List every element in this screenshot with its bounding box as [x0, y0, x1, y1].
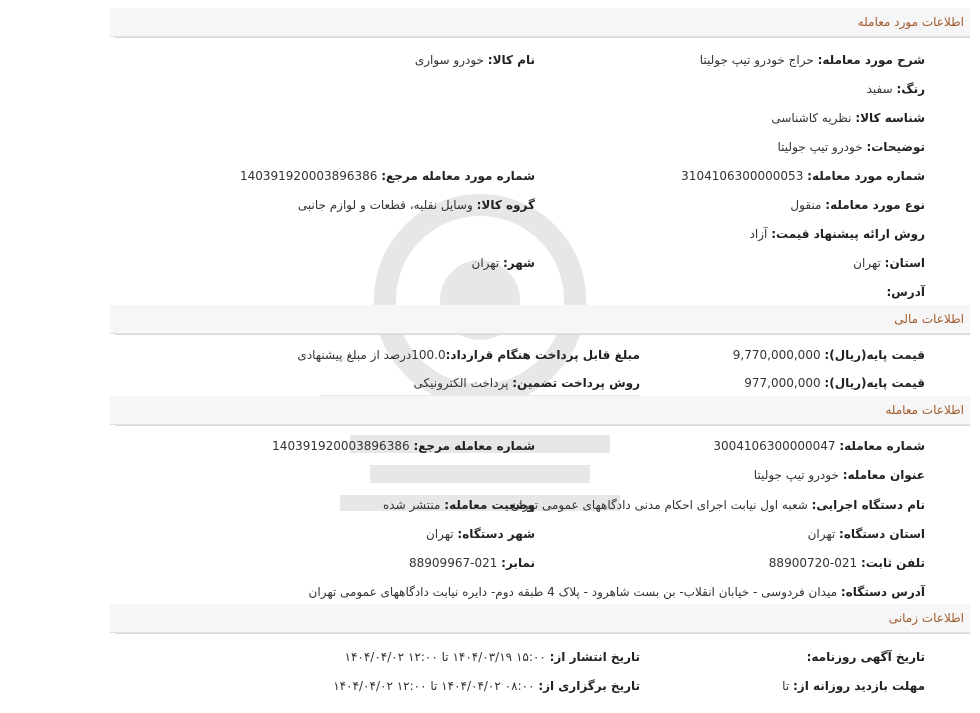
field-notes: توضیحات: خودرو تیپ جولیتا — [777, 140, 925, 154]
field-deal-title: عنوان معامله: خودرو تیپ جولیتا — [753, 468, 925, 482]
field-newspaper-date: تاریخ آگهی روزنامه: — [806, 650, 925, 664]
section-title: اطلاعات مورد معامله — [857, 15, 964, 29]
section-title: اطلاعات مالی — [894, 312, 964, 326]
field-item-no: شماره مورد معامله: 3104106300000053 — [681, 169, 925, 183]
field-visit-deadline: مهلت بازدید روزانه از: تا — [782, 679, 925, 693]
field-org-city: شهر دستگاه: تهران — [425, 527, 535, 541]
section-title: اطلاعات زمانی — [888, 611, 964, 625]
field-item-desc: شرح مورد معامله: حراج خودرو تیپ جولیتا — [699, 53, 925, 67]
field-deal-no: شماره معامله: 3004106300000047 — [713, 439, 925, 453]
section-header-time — [110, 604, 970, 633]
field-base-price-2: قیمت پایه(ریال): 977,000,000 — [744, 376, 925, 390]
field-base-price: قیمت پایه(ریال): 9,770,000,000 — [732, 348, 925, 362]
divider — [115, 633, 970, 634]
field-address: آدرس: — [886, 285, 925, 299]
divider — [115, 334, 970, 335]
field-city: شهر: تهران — [471, 256, 535, 270]
field-guarantee: روش پرداخت تضمین: پرداخت الکترونیکی — [413, 376, 640, 390]
divider — [115, 425, 970, 426]
section-header-finance — [110, 305, 970, 334]
divider — [115, 37, 970, 38]
field-goods-name: نام کالا: خودرو سواری — [414, 53, 535, 67]
field-province: استان: تهران — [853, 256, 925, 270]
section-header-item — [110, 8, 970, 37]
field-org-province: استان دستگاه: تهران — [807, 527, 925, 541]
field-payable: مبلغ قابل پرداخت هنگام قرارداد:100.0درصد از مبلغ پیشنهادی — [297, 348, 640, 362]
field-fax: نمابر: 021-88909967 — [409, 556, 535, 570]
field-goods-group: گروه کالا: وسایل نقلیه، قطعات و لوازم جانبی — [297, 198, 535, 212]
field-ref-deal-no: شماره معامله مرجع: 140391920003896386 — [272, 439, 535, 453]
field-color: رنگ: سفید — [866, 82, 925, 96]
field-phone: تلفن ثابت: 021-88900720 — [768, 556, 925, 570]
field-holding-date: تاریخ برگزاری از: ۰۸:۰۰ ۱۴۰۴/۰۴/۰۲ تا ۱۲:۰۰ ۱۴۰۴/۰۴/۰۲ — [333, 679, 640, 693]
field-goods-id: شناسه کالا: نظریه کاشناسی — [771, 111, 925, 125]
field-ref-item-no: شماره مورد معامله مرجع: 140391920003896386 — [239, 169, 535, 183]
field-price-method: روش ارائه پیشنهاد قیمت: آزاد — [749, 227, 925, 241]
field-executor: نام دستگاه اجرایی: شعبه اول نیابت اجرای احکام مدنی دادگاههای عمومی تهران — [510, 498, 925, 512]
section-title: اطلاعات معامله — [885, 403, 964, 417]
field-publish-date: تاریخ انتشار از: ۱۵:۰۰ ۱۴۰۴/۰۳/۱۹ تا ۱۲:۰۰ ۱۴۰۴/۰۴/۰۲ — [344, 650, 640, 664]
field-org-address: آدرس دستگاه: میدان فردوسی - خیابان انقلاب- بن بست شاهرود - پلاک 4 طبقه دوم- دایره نیابت دادگاههای عمومی تهران — [308, 585, 925, 599]
section-header-deal — [110, 396, 970, 425]
field-status: وضعیت معامله: منتشر شده — [382, 498, 535, 512]
field-item-type: نوع مورد معامله: منقول — [790, 198, 925, 212]
